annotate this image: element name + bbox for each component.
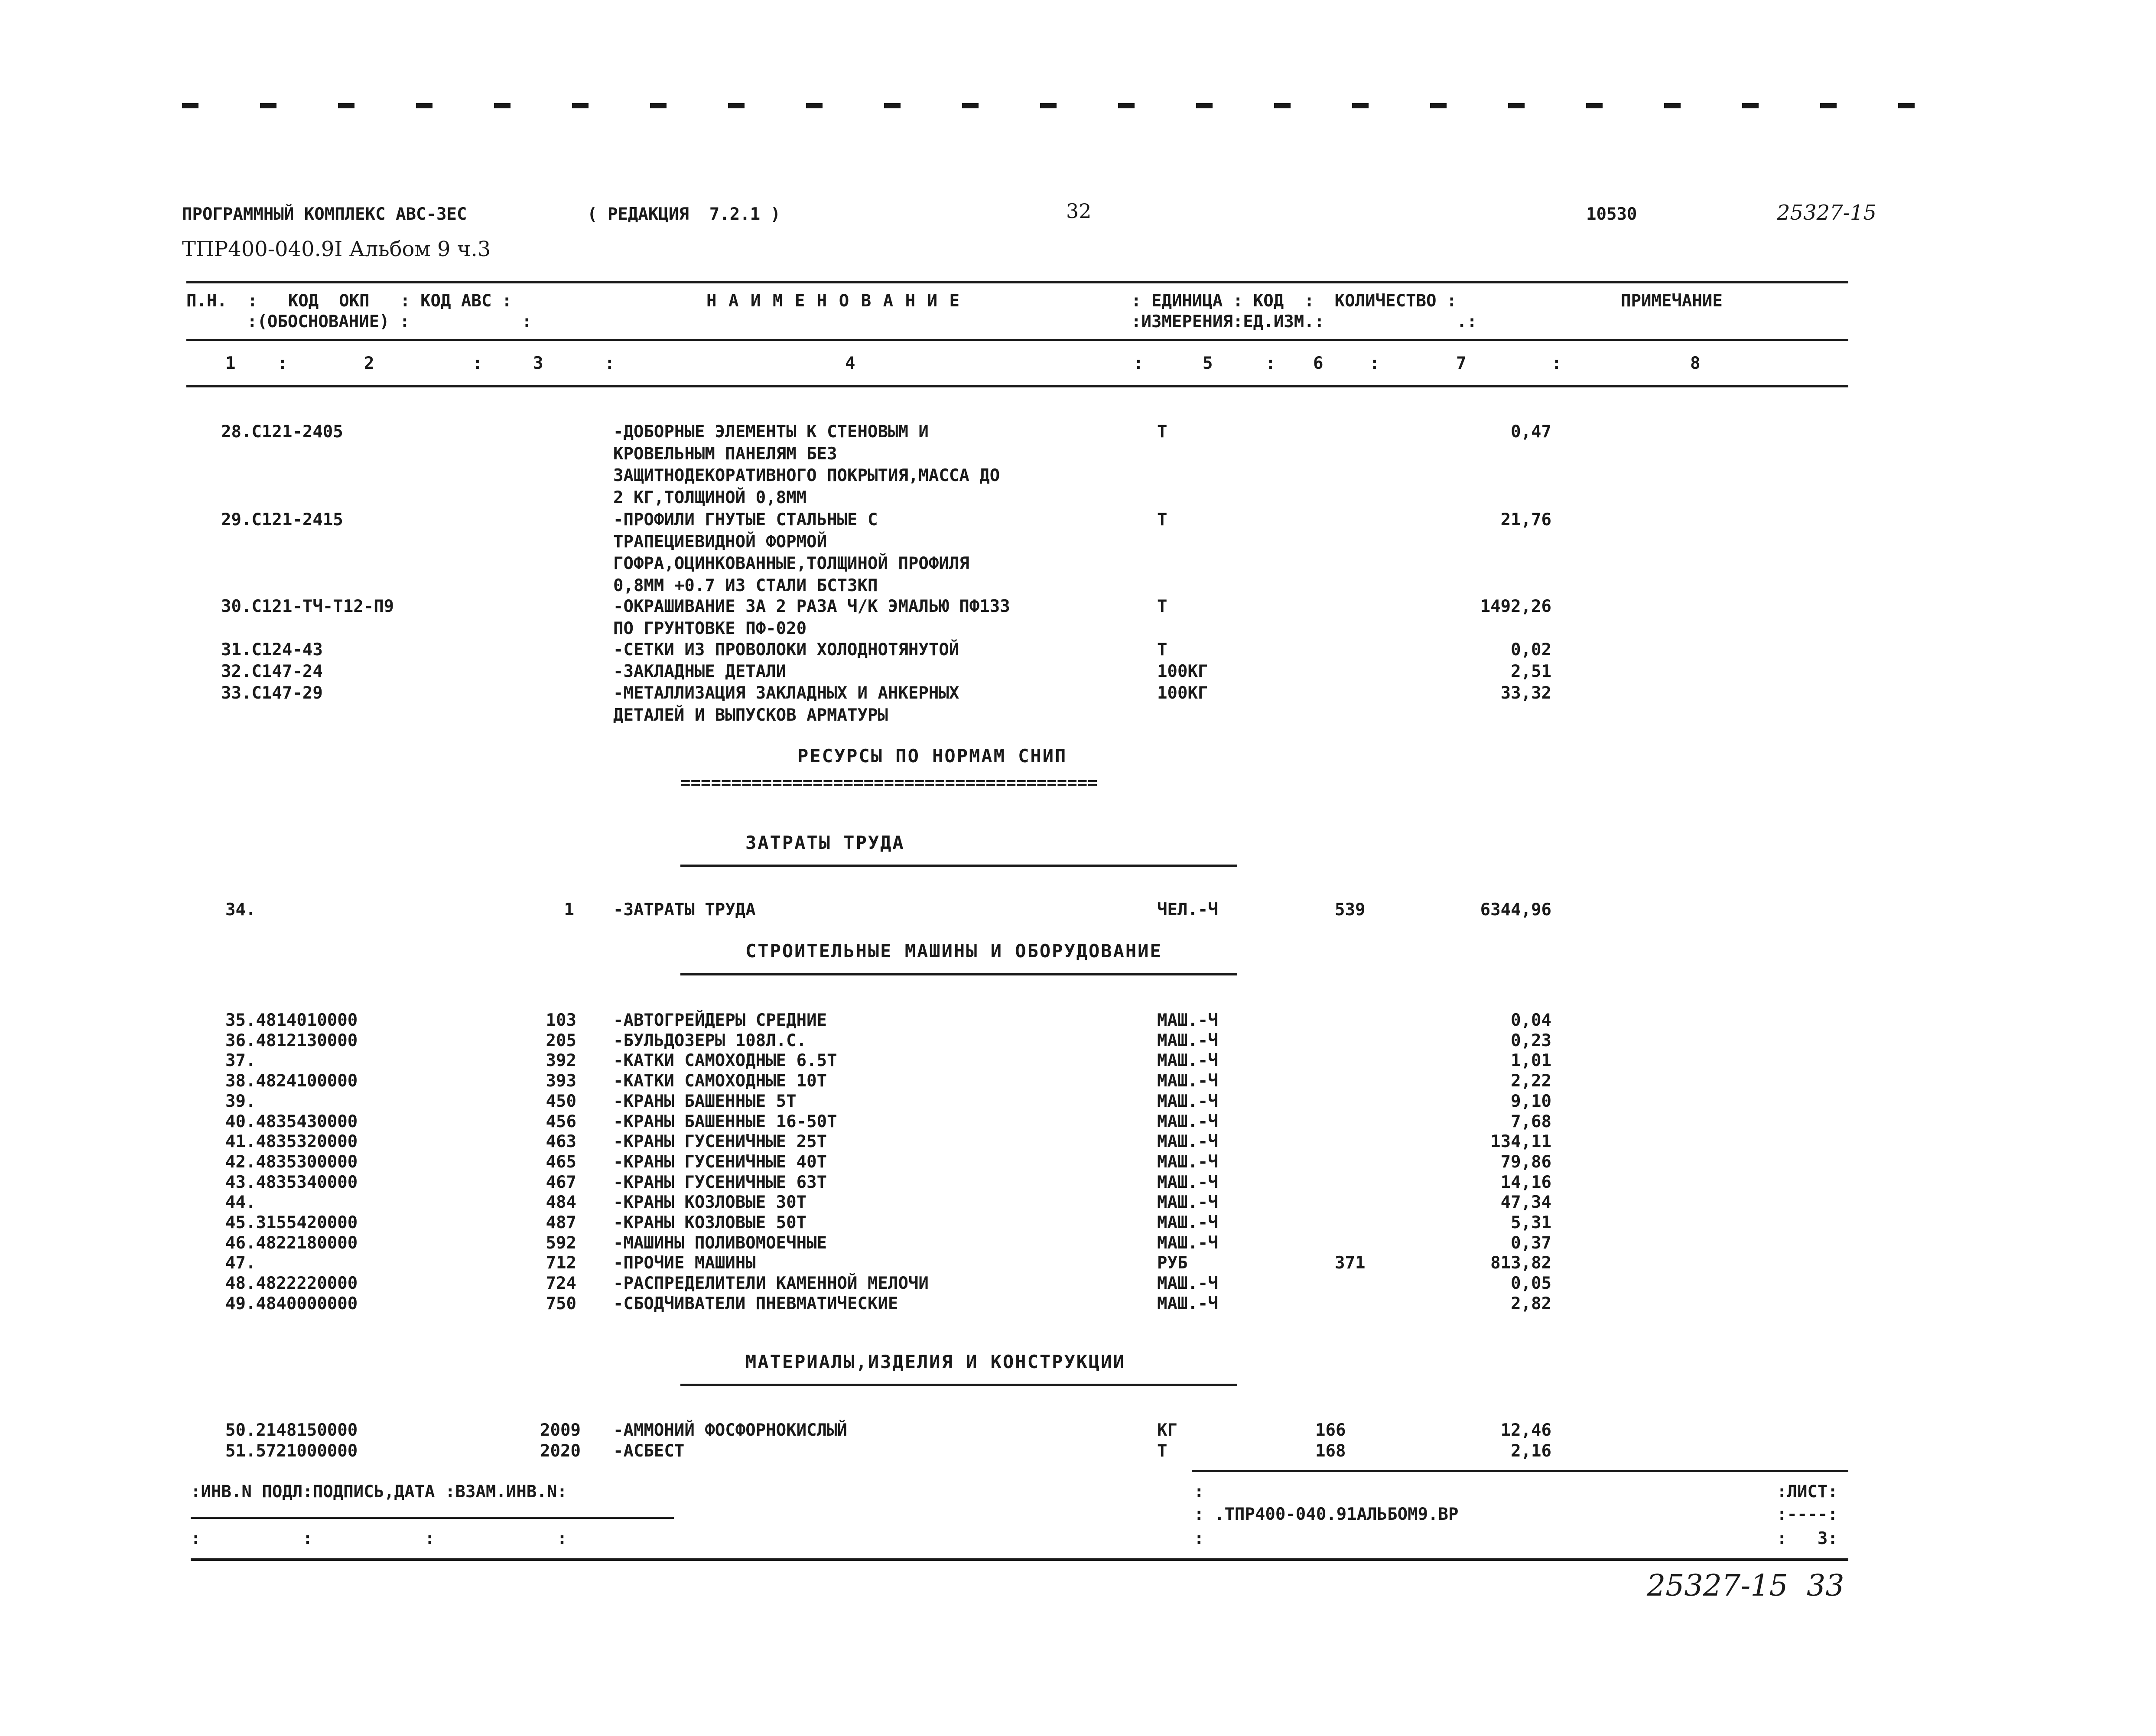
dash-mark	[806, 103, 823, 108]
footer-signatures-blank: : : : :	[191, 1529, 567, 1548]
row-number: 41.4835320000	[225, 1132, 358, 1151]
row-number: 43.4835340000	[225, 1173, 358, 1192]
dash-mark	[1040, 103, 1057, 108]
row-quantity: 0,05	[1511, 1274, 1551, 1293]
row-name: -КРАНЫ ГУСЕНИЧНЫЕ 40Т	[613, 1152, 827, 1172]
row-name: -РАСПРЕДЕЛИТЕЛИ КАМЕННОЙ МЕЛОЧИ	[613, 1274, 929, 1293]
column-number: 5	[1203, 354, 1213, 373]
row-abc-code: 712	[546, 1253, 576, 1273]
row-abc-code: 463	[546, 1132, 576, 1151]
row-name: -ДОБОРНЫЕ ЭЛЕМЕНТЫ К СТЕНОВЫМ И	[613, 422, 929, 442]
row-name: -МАШИНЫ ПОЛИВОМОЕЧНЫЕ	[613, 1233, 827, 1253]
column-number: 1	[225, 354, 236, 373]
row-abc-code: 484	[546, 1193, 576, 1212]
footer-rule-right	[1192, 1470, 1848, 1472]
footer-colon-3: :	[1194, 1529, 1204, 1548]
row-abc-code: 750	[546, 1294, 576, 1313]
row-unit: МАШ.-Ч	[1157, 1173, 1218, 1192]
col-note: ПРИМЕЧАНИЕ	[1621, 291, 1723, 311]
row-number: 36.4812130000	[225, 1031, 358, 1050]
row-name: -СБОДЧИВАТЕЛИ ПНЕВМАТИЧЕСКИЕ	[613, 1294, 898, 1313]
dash-mark	[182, 103, 198, 108]
section-materials-rule	[680, 1384, 1237, 1386]
row-name: -БУЛЬДОЗЕРЫ 108Л.С.	[613, 1031, 807, 1050]
page-number: 32	[1066, 199, 1092, 223]
row-name: -КАТКИ САМОХОДНЫЕ 10Т	[613, 1071, 827, 1091]
top-dashed-line	[0, 0, 2156, 130]
footer-signatures: :ИНВ.N ПОДЛ:ПОДПИСЬ,ДАТА :ВЗАМ.ИНВ.N:	[191, 1482, 567, 1502]
row-number: 33.С147-29	[221, 683, 323, 703]
document-designation: .ТПР400-040.91АЛЬБОМ9.ВР	[1214, 1505, 1459, 1524]
col-okp: КОД ОКП	[288, 291, 370, 311]
dash-mark	[1430, 103, 1447, 108]
col-unit-row2: :ИЗМЕРЕНИЯ:ЕД.ИЗМ.: .:	[1131, 312, 1477, 332]
row-quantity: 6344,96	[1480, 900, 1551, 920]
row-number: 31.С124-43	[221, 640, 323, 660]
row-abc-code: 456	[546, 1112, 576, 1131]
row-unit: 100КГ	[1157, 662, 1208, 681]
row-number: 29.С121-2415	[221, 510, 343, 530]
col-pn: П.Н.	[186, 291, 227, 311]
row-name: -КРАНЫ ГУСЕНИЧНЫЕ 63Т	[613, 1173, 827, 1192]
dash-mark	[1820, 103, 1837, 108]
row-number: 34.	[225, 900, 256, 920]
column-separator: :	[1369, 354, 1380, 373]
dash-mark	[572, 103, 589, 108]
column-number: 7	[1456, 354, 1467, 373]
row-unit: 100КГ	[1157, 683, 1208, 703]
row-quantity: 2,51	[1511, 662, 1551, 681]
row-name: -ЗАТРАТЫ ТРУДА	[613, 900, 756, 920]
row-name: КРОВЕЛЬНЫМ ПАНЕЛЯМ БЕЗ	[613, 444, 837, 464]
row-quantity: 21,76	[1500, 510, 1551, 530]
row-abc-code: 724	[546, 1274, 576, 1293]
row-quantity: 79,86	[1500, 1152, 1551, 1172]
row-unit: МАШ.-Ч	[1157, 1092, 1218, 1111]
col-ucode: КОД	[1253, 291, 1284, 311]
column-separator: :	[472, 354, 483, 373]
row-unit: МАШ.-Ч	[1157, 1294, 1218, 1313]
column-header-row: П.Н. : КОД ОКП : КОД АВС :	[186, 291, 512, 311]
row-unit: МАШ.-Ч	[1157, 1233, 1218, 1253]
row-unit-code: 371	[1335, 1253, 1366, 1273]
row-unit: Т	[1157, 640, 1167, 660]
row-quantity: 14,16	[1500, 1173, 1551, 1192]
footer-colon-1: :	[1194, 1482, 1204, 1502]
row-unit: Т	[1157, 422, 1167, 442]
row-abc-code: 392	[546, 1051, 576, 1070]
row-abc-code: 2009	[540, 1421, 581, 1440]
row-unit: МАШ.-Ч	[1157, 1031, 1218, 1050]
row-name: -КРАНЫ БАШЕННЫЕ 5Т	[613, 1092, 797, 1111]
row-quantity: 2,82	[1511, 1294, 1551, 1313]
row-abc-code: 205	[546, 1031, 576, 1050]
row-abc-code: 487	[546, 1213, 576, 1232]
row-unit: МАШ.-Ч	[1157, 1213, 1218, 1232]
row-number: 49.4840000000	[225, 1294, 358, 1313]
row-quantity: 33,32	[1500, 683, 1551, 703]
dash-mark	[1118, 103, 1135, 108]
row-name: -КРАНЫ КОЗЛОВЫЕ 30Т	[613, 1193, 807, 1212]
row-name: ПО ГРУНТОВКЕ ПФ-020	[613, 618, 807, 638]
row-abc-code: 103	[546, 1011, 576, 1030]
row-name: -ПРОЧИЕ МАШИНЫ	[613, 1253, 756, 1273]
row-unit: Т	[1157, 597, 1167, 616]
row-name: -КРАНЫ КОЗЛОВЫЕ 50Т	[613, 1213, 807, 1232]
row-name: -АСБЕСТ	[613, 1441, 685, 1461]
row-unit-code: 166	[1315, 1421, 1346, 1440]
row-abc-code: 467	[546, 1173, 576, 1192]
dash-mark	[1352, 103, 1369, 108]
row-name: ЗАЩИТНОДЕКОРАТИВНОГО ПОКРЫТИЯ,МАССА ДО	[613, 466, 1000, 485]
row-name: -ЗАКЛАДНЫЕ ДЕТАЛИ	[613, 662, 787, 681]
row-abc-code: 393	[546, 1071, 576, 1091]
dash-mark	[728, 103, 745, 108]
row-quantity: 1492,26	[1480, 597, 1551, 616]
row-quantity: 12,46	[1500, 1421, 1551, 1440]
dash-mark	[1586, 103, 1603, 108]
edition-label: ( РЕДАКЦИЯ 7.2.1 )	[587, 205, 781, 224]
row-number: 44.	[225, 1193, 256, 1212]
program-title: ПРОГРАММНЫЙ КОМПЛЕКС АВС-3ЕС	[182, 205, 467, 224]
sheet-number: 3	[1817, 1529, 1828, 1548]
row-quantity: 2,16	[1511, 1441, 1551, 1461]
row-quantity: 0,04	[1511, 1011, 1551, 1030]
row-unit: МАШ.-Ч	[1157, 1071, 1218, 1091]
col-name: Н А И М Е Н О В А Н И Е	[706, 291, 961, 311]
row-name: 2 КГ,ТОЛЩИНОЙ 0,8ММ	[613, 488, 807, 507]
row-abc-code: 2020	[540, 1441, 581, 1461]
header-rule-top	[186, 281, 1848, 283]
column-separator: :	[1265, 354, 1276, 373]
sheet-separator: :----:	[1777, 1505, 1838, 1524]
row-number: 35.4814010000	[225, 1011, 358, 1030]
col-unit-measure: ИЗМЕРЕНИЯ	[1141, 312, 1233, 332]
row-number: 38.4824100000	[225, 1071, 358, 1091]
row-unit: ЧЕЛ.-Ч	[1157, 900, 1218, 920]
section-machines-title: СТРОИТЕЛЬНЫЕ МАШИНЫ И ОБОРУДОВАНИЕ	[745, 940, 1162, 962]
row-number: 28.С121-2405	[221, 422, 343, 442]
header-rule-bottom	[186, 385, 1848, 387]
row-quantity: 134,11	[1490, 1132, 1551, 1151]
row-number: 37.	[225, 1051, 256, 1070]
row-name: -КРАНЫ ГУСЕНИЧНЫЕ 25Т	[613, 1132, 827, 1151]
column-number: 4	[845, 354, 855, 373]
dash-mark	[1196, 103, 1213, 108]
row-name: 0,8ММ +0.7 ИЗ СТАЛИ БСТ3КП	[613, 575, 878, 595]
album-title: ТПР400-040.9I Альбом 9 ч.3	[182, 237, 491, 261]
row-name: -СЕТКИ ИЗ ПРОВОЛОКИ ХОЛОДНОТЯНУТОЙ	[613, 640, 959, 660]
footer-doc-line: : .ТПР400-040.91АЛЬБОМ9.ВР	[1194, 1505, 1459, 1524]
row-number: 51.5721000000	[225, 1441, 358, 1461]
row-unit: КГ	[1157, 1421, 1177, 1440]
dash-mark	[338, 103, 354, 108]
column-separator: :	[1551, 354, 1562, 373]
dash-mark	[962, 103, 979, 108]
column-separator: :	[1133, 354, 1144, 373]
header-rule-mid	[186, 339, 1848, 341]
col-abc: КОД АВС	[420, 291, 492, 311]
row-number: 32.С147-24	[221, 662, 323, 681]
sheet-number-cell: : 3:	[1777, 1529, 1838, 1548]
footer-rule-left	[191, 1517, 674, 1519]
row-number: 40.4835430000	[225, 1112, 358, 1131]
footer-rule-bottom	[191, 1558, 1848, 1561]
row-quantity: 813,82	[1490, 1253, 1551, 1273]
row-quantity: 0,37	[1511, 1233, 1551, 1253]
row-quantity: 5,31	[1511, 1213, 1551, 1232]
row-unit: Т	[1157, 510, 1167, 530]
row-unit: РУБ	[1157, 1253, 1188, 1273]
row-abc-code: 465	[546, 1152, 576, 1172]
col-okp-basis: :(ОБОСНОВАНИЕ)	[247, 312, 390, 332]
row-quantity: 0,23	[1511, 1031, 1551, 1050]
row-number: 30.С121-ТЧ-Т12-П9	[221, 597, 394, 616]
sheet-label: :ЛИСТ:	[1777, 1482, 1838, 1502]
archive-stamp: 25327-15	[1777, 201, 1876, 225]
row-name: ДЕТАЛЕЙ И ВЫПУСКОВ АРМАТУРЫ	[613, 705, 888, 725]
row-unit-code: 539	[1335, 900, 1366, 920]
dash-mark	[1508, 103, 1525, 108]
row-number: 39.	[225, 1092, 256, 1111]
section-resources-rule: =========================================	[680, 773, 1098, 793]
section-labor-rule	[680, 865, 1237, 867]
handwritten-note: 25327-15 33	[1647, 1569, 1844, 1603]
row-unit: Т	[1157, 1441, 1167, 1461]
row-number: 48.4822220000	[225, 1274, 358, 1293]
dash-mark	[650, 103, 667, 108]
row-name: -ОКРАШИВАНИЕ ЗА 2 РАЗА Ч/К ЭМАЛЬЮ ПФ133	[613, 597, 1010, 616]
column-number: 3	[533, 354, 543, 373]
row-number: 46.4822180000	[225, 1233, 358, 1253]
column-number: 2	[364, 354, 374, 373]
column-number: 8	[1690, 354, 1701, 373]
col-ucode-unit: ЕД.ИЗМ.	[1243, 312, 1314, 332]
row-unit: МАШ.-Ч	[1157, 1051, 1218, 1070]
row-number: 45.3155420000	[225, 1213, 358, 1232]
row-abc-code: 450	[546, 1092, 576, 1111]
dash-mark	[1898, 103, 1915, 108]
row-quantity: 0,02	[1511, 640, 1551, 660]
col-qty: КОЛИЧЕСТВО	[1334, 291, 1437, 311]
col-okp-sub: :(ОБОСНОВАНИЕ) : :	[247, 312, 532, 332]
row-name: -ПРОФИЛИ ГНУТЫЕ СТАЛЬНЫЕ С	[613, 510, 878, 530]
dash-mark	[416, 103, 433, 108]
section-machines-rule	[680, 973, 1237, 975]
dash-mark	[884, 103, 901, 108]
row-unit: МАШ.-Ч	[1157, 1193, 1218, 1212]
column-number: 6	[1313, 354, 1324, 373]
row-number: 42.4835300000	[225, 1152, 358, 1172]
dash-mark	[1664, 103, 1681, 108]
document-code: 10530	[1586, 205, 1637, 224]
dash-mark	[494, 103, 511, 108]
row-abc-code: 592	[546, 1233, 576, 1253]
row-abc-code: 1	[564, 900, 574, 920]
row-quantity: 0,47	[1511, 422, 1551, 442]
row-number: 47.	[225, 1253, 256, 1273]
section-materials-title: МАТЕРИАЛЫ,ИЗДЕЛИЯ И КОНСТРУКЦИИ	[745, 1351, 1125, 1372]
row-name: -МЕТАЛЛИЗАЦИЯ ЗАКЛАДНЫХ И АНКЕРНЫХ	[613, 683, 959, 703]
row-unit: МАШ.-Ч	[1157, 1274, 1218, 1293]
row-unit: МАШ.-Ч	[1157, 1112, 1218, 1131]
row-quantity: 1,01	[1511, 1051, 1551, 1070]
dash-mark	[260, 103, 276, 108]
row-name: -КАТКИ САМОХОДНЫЕ 6.5Т	[613, 1051, 837, 1070]
row-quantity: 9,10	[1511, 1092, 1551, 1111]
column-separator: :	[277, 354, 288, 373]
row-name: ТРАПЕЦИЕВИДНОЙ ФОРМОЙ	[613, 532, 827, 552]
row-quantity: 7,68	[1511, 1112, 1551, 1131]
row-name: -АВТОГРЕЙДЕРЫ СРЕДНИЕ	[613, 1011, 827, 1030]
row-unit: МАШ.-Ч	[1157, 1152, 1218, 1172]
section-resources-title: РЕСУРСЫ ПО НОРМАМ СНИП	[797, 745, 1067, 767]
dash-mark	[1742, 103, 1759, 108]
column-separator: :	[605, 354, 615, 373]
row-quantity: 47,34	[1500, 1193, 1551, 1212]
col-unit-row1: : ЕДИНИЦА : КОД : КОЛИЧЕСТВО :	[1131, 291, 1457, 311]
row-name: -АММОНИЙ ФОСФОРНОКИСЛЫЙ	[613, 1421, 848, 1440]
dash-mark	[1274, 103, 1291, 108]
row-name: ГОФРА,ОЦИНКОВАННЫЕ,ТОЛЩИНОЙ ПРОФИЛЯ	[613, 554, 969, 573]
row-name: -КРАНЫ БАШЕННЫЕ 16-50Т	[613, 1112, 837, 1131]
row-number: 50.2148150000	[225, 1421, 358, 1440]
row-unit: МАШ.-Ч	[1157, 1132, 1218, 1151]
col-unit: ЕДИНИЦА	[1151, 291, 1223, 311]
row-unit-code: 168	[1315, 1441, 1346, 1461]
section-labor-title: ЗАТРАТЫ ТРУДА	[745, 832, 905, 853]
row-unit: МАШ.-Ч	[1157, 1011, 1218, 1030]
row-quantity: 2,22	[1511, 1071, 1551, 1091]
